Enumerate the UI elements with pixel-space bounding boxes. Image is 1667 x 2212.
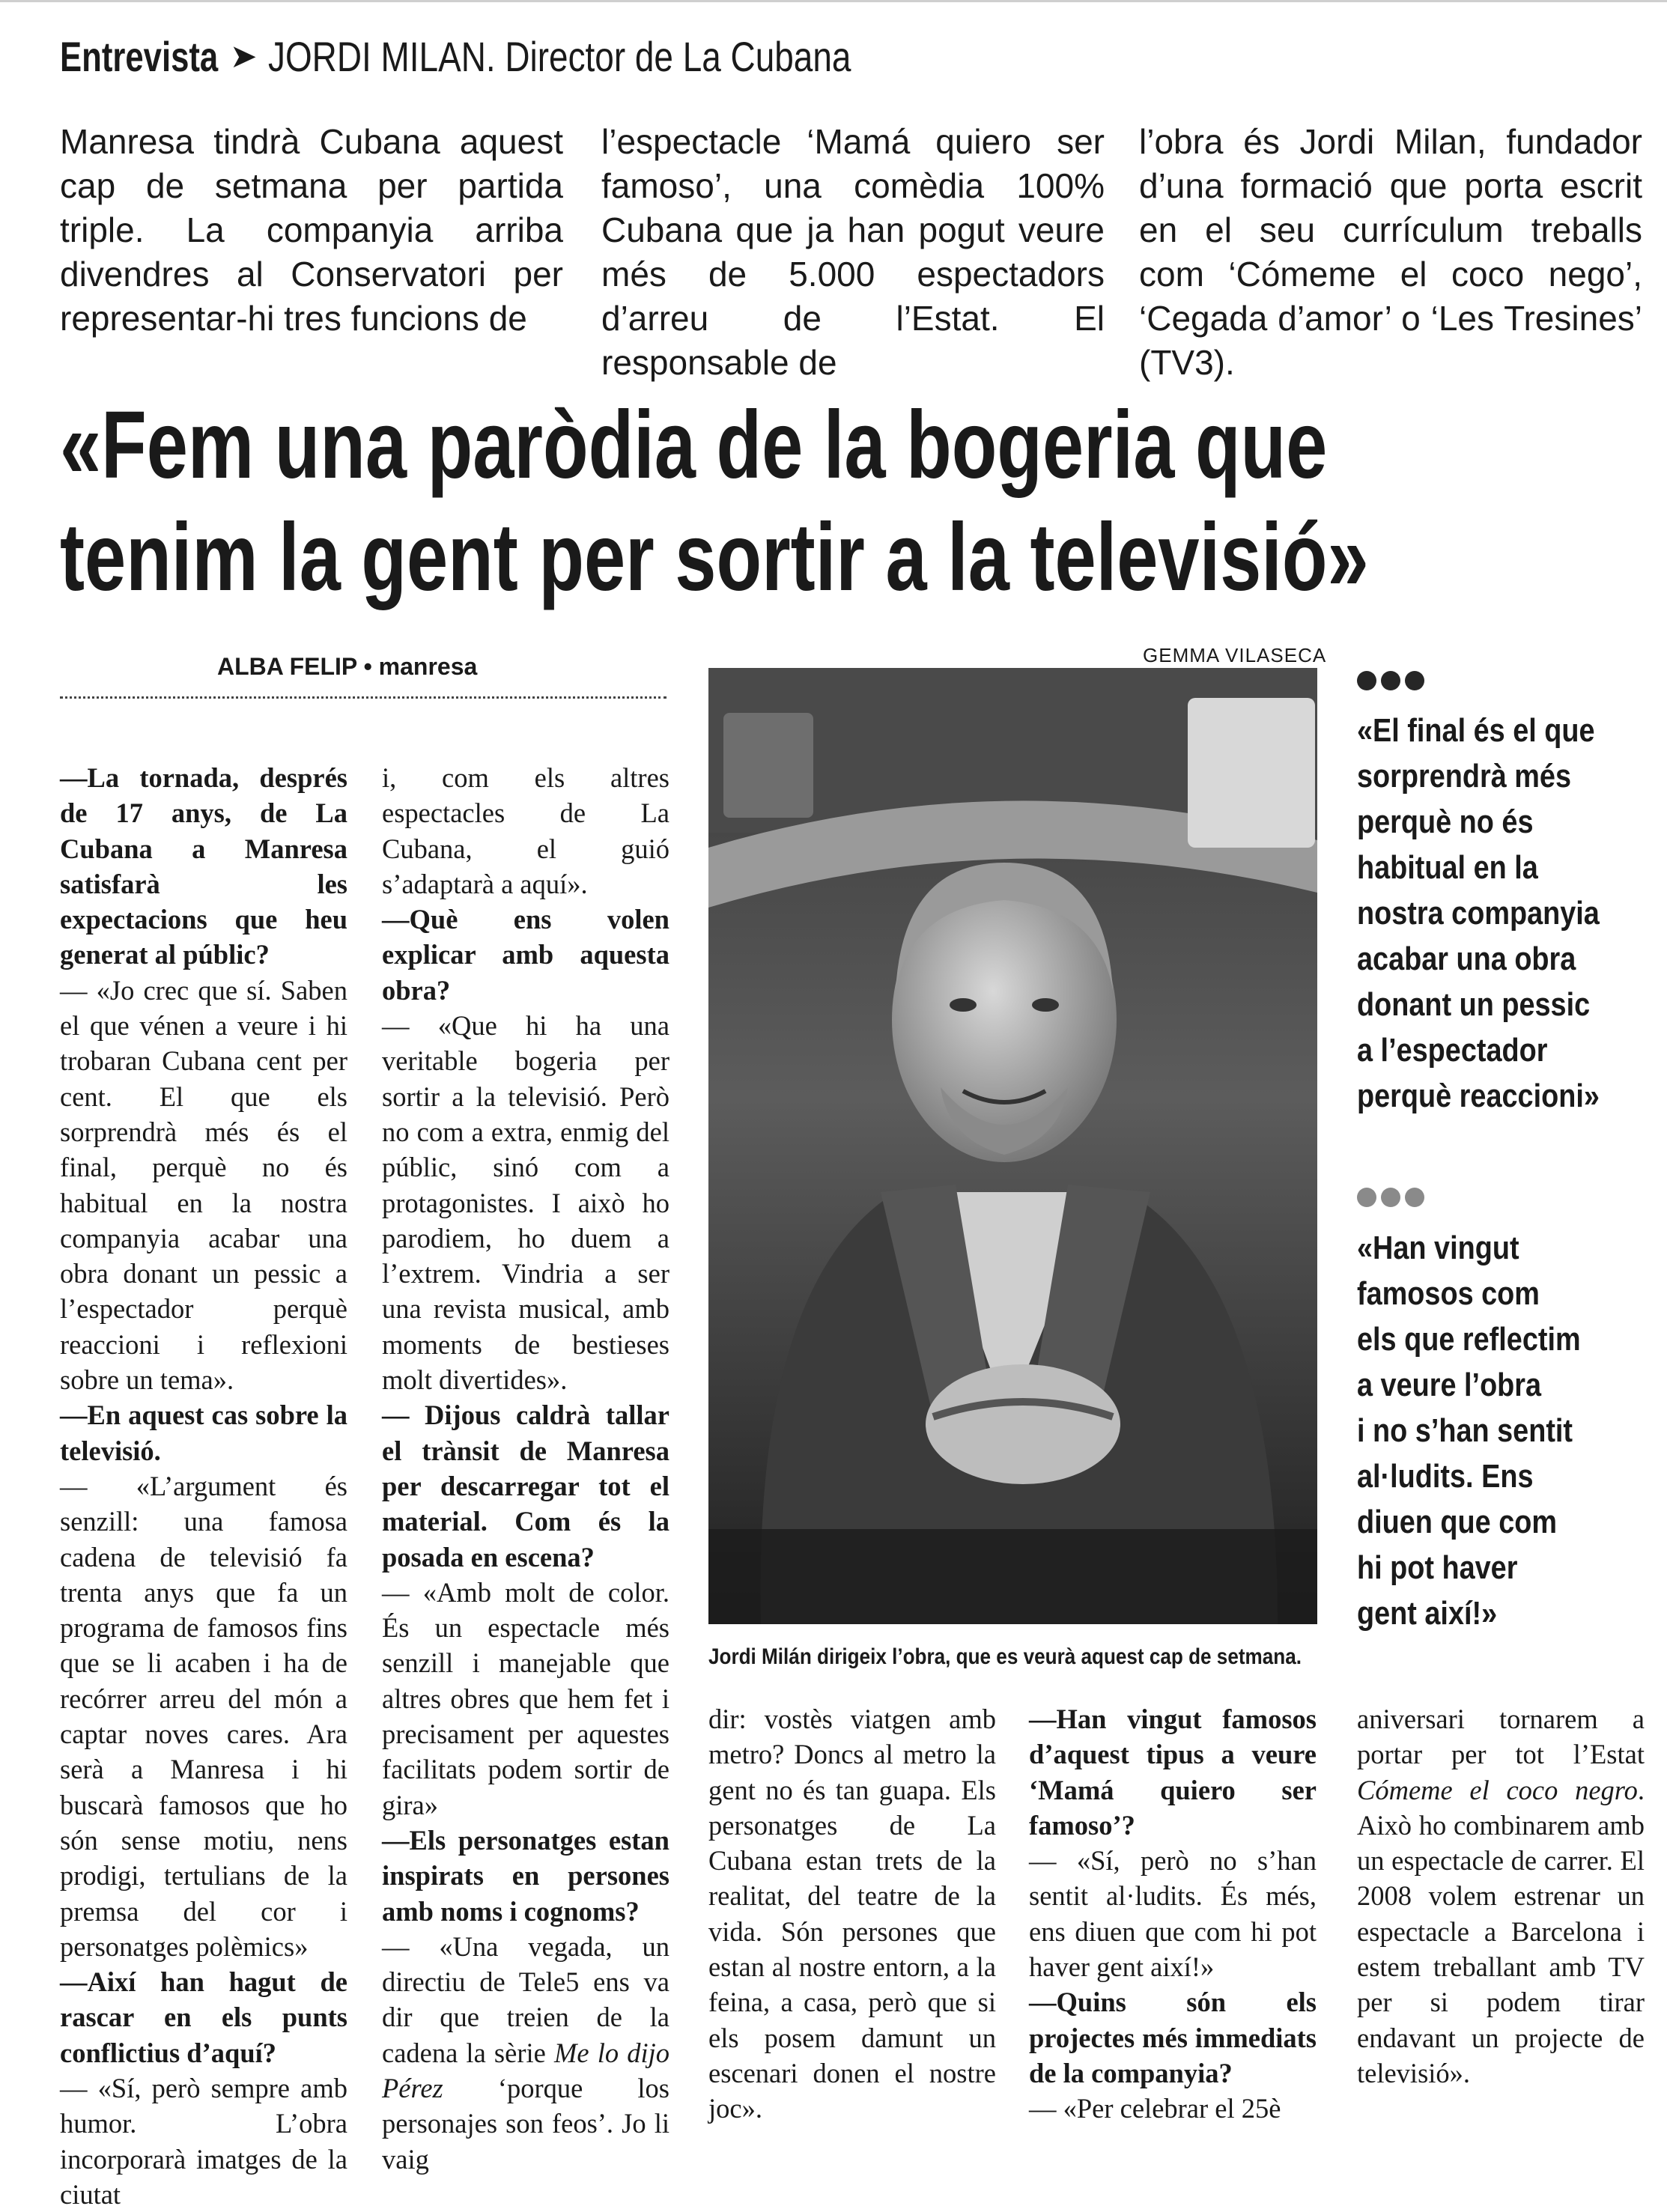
interview-answer [382, 1929, 669, 2177]
interview-question [382, 1823, 669, 1929]
pullquote-line: els que reflectim [1357, 1321, 1581, 1358]
pullquote-line: al·ludits. Ens [1357, 1458, 1534, 1495]
pullquote-line: acabar una obra [1357, 941, 1576, 977]
pullquote-line: sorprendrà més [1357, 758, 1572, 794]
pullquote-line: nostra companyia [1357, 895, 1600, 932]
paragraph-text: . Això ho combinarem amb un espectacle de carrer. El 2008 volem estrenar un espectacle a Barcelona i estem treballant amb TV per si podem tirar endavant un projecte de televisió». [1357, 1774, 1645, 2088]
interview-question [1029, 1701, 1317, 1843]
dot-icon [1357, 671, 1376, 690]
pullquote-line: perquè no és [1357, 803, 1534, 840]
paragraph-text: — «Sí, però no s’han sentit al·ludits. És més, ens diuen que com hi pot haver gent així!» [1029, 1845, 1317, 1983]
byline-author: ALBA FELIP [217, 653, 357, 680]
body-column-4 [1029, 1701, 1317, 2127]
paragraph-text: —La tornada, després de 17 anys, de La Cubana a Manresa satisfarà les expectacions que heu generat al públic? [60, 762, 347, 970]
interview-answer [708, 1701, 996, 2127]
headline-line-1: «Fem una paròdia de la bogeria que [60, 392, 1328, 499]
byline [60, 653, 667, 681]
interview-question [60, 760, 347, 973]
pullquote-line: «Han vingut [1357, 1230, 1519, 1266]
intro-text-3: l’obra és Jordi Milan, fundador d’una formació que porta escrit en el seu currículum treballs com ‘Cómeme el coco nego’, ‘Cegada d’amor’ o ‘Les Tresines’ (TV3). [1139, 122, 1642, 382]
intro-column-1 [60, 120, 563, 341]
paragraph-text: — «Una vegada, un directiu de Tele5 ens va dir que treien de la cadena la sèrie [382, 1930, 669, 2068]
paragraph-text: —En aquest cas sobre la televisió. [60, 1400, 347, 1466]
photo-credit: GEMMA VILASECA [1143, 644, 1327, 666]
paragraph-text: — Dijous caldrà tallar el trànsit de Manresa per descarregar tot el material. Com és la posada en escena? [382, 1400, 669, 1573]
interview-answer [60, 973, 347, 1398]
interview-answer [382, 1008, 669, 1397]
interview-question [60, 1397, 347, 1468]
interview-answer [382, 1575, 669, 1823]
intro-column-3 [1139, 120, 1642, 385]
paragraph-text: — «Per celebrar el 25è [1029, 2093, 1281, 2124]
dot-icon [1357, 1188, 1376, 1207]
intro-text-2: l’espectacle ‘Mamá quiero ser famoso’, una comèdia 100% Cubana que ja han pogut veure més de 5.000 espectadors d’arreu de l’Estat. El responsable de [601, 122, 1105, 382]
pullquote-line: perquè reaccioni» [1357, 1078, 1600, 1114]
dot-icon [1381, 671, 1400, 690]
interview-answer [60, 1468, 347, 1964]
pullquote-line: «El final és el que [1357, 712, 1595, 749]
pullquote-line: famosos com [1357, 1275, 1540, 1312]
interview-answer [1357, 1701, 1645, 2091]
paragraph-text: ‘porque los personajes son feos’. Jo li vaig [382, 2072, 669, 2175]
paragraph-text: — «Amb molt de color. És un espectacle més senzill i manejable que altres obres que hem fet i precisament per aquestes facilitats podem sortir de gira» [382, 1576, 669, 1820]
photo-caption [708, 1644, 1317, 1670]
paragraph-text: —Els personatges estan inspirats en persones amb noms i cognoms? [382, 1824, 669, 1927]
pullquote-line: a veure l’obra [1357, 1367, 1542, 1403]
interview-answer [1029, 2091, 1317, 2126]
paragraph-text: —Així han hagut de rascar en els punts conflictius d’aquí? [60, 1966, 347, 2068]
top-rule [0, 0, 1667, 2]
body-column-1 [60, 760, 347, 2212]
pullquote-line: gent així!» [1357, 1595, 1498, 1632]
paragraph-text: i, com els altres espectacles de La Cubana, el guió s’adaptarà a aquí». [382, 762, 669, 899]
interviewee-role: . Director de La Cubana [485, 33, 851, 80]
pullquote-line: a l’espectador [1357, 1032, 1548, 1069]
paragraph-text: — «Que hi ha una veritable bogeria per sortir a la televisió. Però no com a extra, enmig del públic, sinó com a protagonistes. I això ho parodiem, ho duem a l’extrem. Vindria a ser una revista musical, amb moments de bestieses molt divertides». [382, 1010, 669, 1396]
paragraph-text: dir: vostès viatgen amb metro? Doncs al metro la gent no és tan guapa. Els personatges de La Cubana estan trets de la realitat, del teatre de la vida. Són persones que estan al nostre entorn, a la feina, a casa, però que si els posem damunt un escenari donen el nostre joc». [708, 1704, 996, 2124]
interview-question [1029, 1984, 1317, 2091]
portrait-illustration [708, 668, 1317, 1624]
section-label: Entrevista [60, 33, 219, 80]
photo-caption-text: Jordi Milán dirigeix l’obra, que es veurà aquest cap de setmana. [708, 1644, 1302, 1669]
paragraph-text: aniversari tornarem a portar per tot l’Estat [1357, 1704, 1645, 1770]
interviewee-name: JORDI MILAN [267, 33, 486, 80]
interview-question [382, 1397, 669, 1574]
pullquote-2 [1357, 1225, 1657, 1636]
pullquote-line: i no s’han sentit [1357, 1412, 1573, 1449]
pullquote-line: habitual en la [1357, 849, 1538, 886]
paragraph-text: —Quins són els projectes més immediats de la companyia? [1029, 1987, 1317, 2088]
section-kicker [60, 27, 979, 87]
dot-icon [1405, 671, 1424, 690]
interviewee-line [268, 27, 851, 87]
pullquote-line: donant un pessic [1357, 986, 1591, 1023]
intro-column-2 [601, 120, 1105, 385]
paragraph-text: — «Jo crec que sí. Saben el que vénen a veure i hi trobaran Cubana cent per cent. El que els sorprendrà més és el final, perquè no és habitual en la nostra companyia acabar una obra donant un pessic a l’espectador perquè reaccioni i reflexioni sobre un tema». [60, 974, 347, 1396]
byline-separator: • [356, 653, 379, 680]
paragraph-text: — «L’argument és senzill: una famosa cadena de televisió fa trenta anys que fa un programa de famosos fins que se li acaben i ha de recórrer arreu del món a captar noves cares. Ara serà a Manresa i hi buscarà famosos que ho són sense motiu, nens prodigi, tertulians de la premsa del cor i personatges polèmics» [60, 1470, 347, 1962]
byline-place: manresa [378, 653, 478, 680]
body-column-2 [382, 760, 669, 2177]
body-column-5 [1357, 1701, 1645, 2091]
byline-divider [60, 696, 667, 699]
interview-question [382, 902, 669, 1008]
body-column-3 [708, 1701, 996, 2127]
intro-text-1: Manresa tindrà Cubana aquest cap de setmana per partida triple. La companyia arriba divendres al Conservatori per representar-hi tres funcions de [60, 122, 563, 338]
pullquote-1-bullets [1357, 671, 1424, 690]
portrait-photo [708, 668, 1317, 1624]
paragraph-text: — «Sí, però sempre amb humor. L’obra incorporarà imatges de la ciutat [60, 2072, 347, 2210]
pullquote-line: hi pot haver [1357, 1549, 1518, 1586]
interview-question [60, 1964, 347, 2070]
paragraph-text: —Què ens volen explicar amb aquesta obra? [382, 904, 669, 1006]
pullquote-1 [1357, 708, 1657, 1119]
pullquote-line: diuen que com [1357, 1504, 1558, 1540]
interview-answer [1029, 1843, 1317, 1984]
arrow-icon: ➤ [229, 38, 258, 75]
interview-answer [382, 760, 669, 902]
paragraph-text: —Han vingut famosos d’aquest tipus a veure ‘Mamá quiero ser famoso’? [1029, 1704, 1317, 1841]
interview-answer [60, 2070, 347, 2212]
italic-title: Cómeme el coco negro [1357, 1774, 1638, 1805]
dot-icon [1405, 1188, 1424, 1207]
headline [60, 389, 1618, 614]
headline-line-2: tenim la gent per sortir a la televisió» [60, 504, 1369, 611]
pullquote-2-bullets [1357, 1188, 1424, 1207]
dot-icon [1381, 1188, 1400, 1207]
italic-title: Me lo dijo Pérez [382, 2037, 669, 2103]
